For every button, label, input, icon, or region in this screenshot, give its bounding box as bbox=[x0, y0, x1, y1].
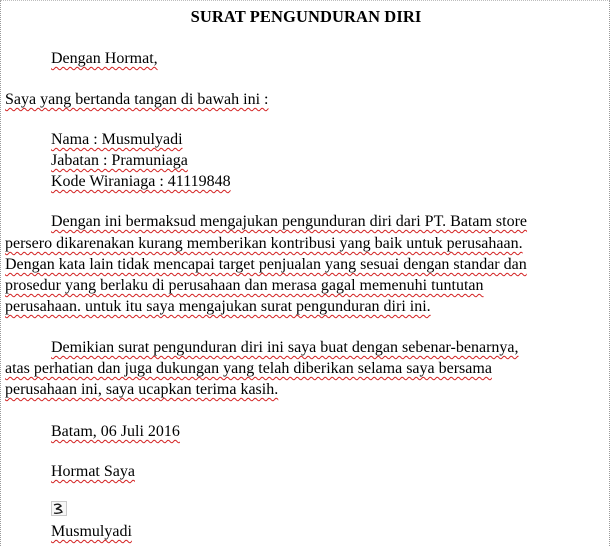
closing: Hormat Saya bbox=[51, 463, 135, 480]
paragraph2-line1: Demikian surat pengunduran diri ini saya buat dengan sebenar-benarnya, bbox=[51, 339, 519, 356]
intro-line: Saya yang bertanda tangan di bawah ini : bbox=[5, 91, 269, 108]
signature-image-icon bbox=[51, 501, 67, 516]
paragraph1-line1: Dengan ini bermaksud mengajukan pengunduran diri dari PT. Batam store bbox=[51, 213, 528, 230]
place-date: Batam, 06 Juli 2016 bbox=[51, 423, 180, 440]
identity-position: Jabatan : Pramuniaga bbox=[51, 152, 188, 169]
identity-name: Nama : Musmulyadi bbox=[51, 131, 183, 148]
paragraph1-line4: prosedur yang berlaku di perusahaan dan merasa gagal memenuhi tuntutan bbox=[5, 277, 484, 294]
paragraph1-line5: perusahaan. untuk itu saya mengajukan surat pengunduran diri ini. bbox=[5, 298, 431, 315]
greeting: Dengan Hormat, bbox=[51, 50, 158, 67]
identity-code: Kode Wiraniaga : 41119848 bbox=[51, 173, 231, 190]
paragraph2-line2: atas perhatian dan juga dukungan yang telah diberikan selama saya bersama bbox=[5, 360, 492, 377]
paragraph1-line3: Dengan kata lain tidak mencapai target penjualan yang sesuai dengan standar dan bbox=[5, 256, 527, 273]
signer-name: Musmulyadi bbox=[51, 523, 132, 540]
letter-title: SURAT PENGUNDURAN DIRI bbox=[190, 7, 422, 26]
paragraph2-line3: perusahaan ini, saya ucapkan terima kasih. bbox=[5, 381, 279, 398]
paragraph1-line2: persero dikarenakan kurang memberikan kontribusi yang baik untuk perusahaan. bbox=[5, 235, 523, 252]
